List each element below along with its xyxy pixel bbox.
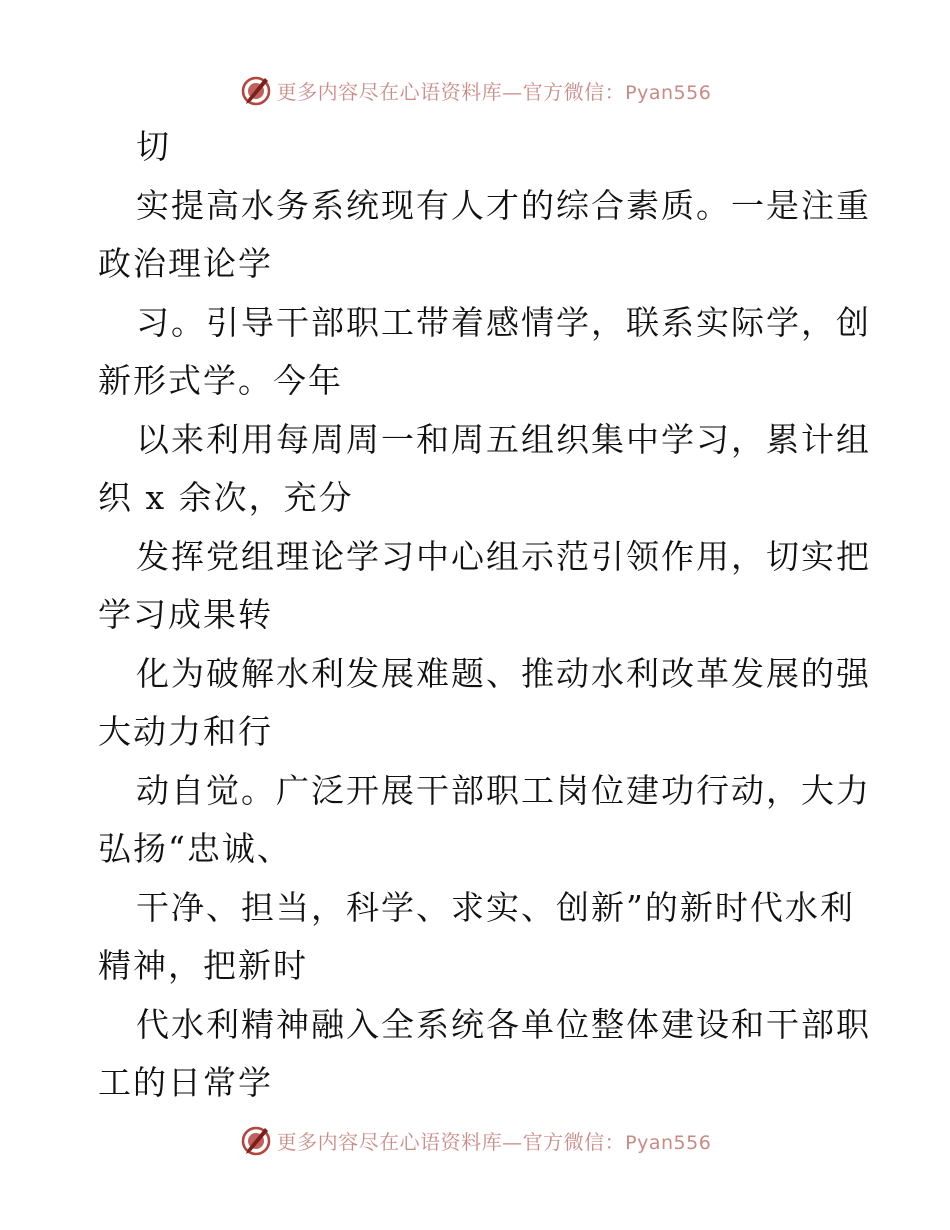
header-watermark	[0, 70, 950, 110]
watermark-brand: 更多内容尽在心语资料库	[276, 79, 503, 104]
watermark-text	[277, 76, 712, 105]
body-line: 切	[136, 127, 171, 166]
body-line: 大动力和行	[98, 712, 273, 751]
pen-seal-icon	[239, 1123, 273, 1157]
footer-watermark	[0, 1120, 950, 1160]
body-line: 干净、担当，科学、求实、创新”的新时代水利	[136, 887, 855, 927]
watermark-separator: —	[502, 1129, 523, 1154]
body-line: 新形式学。今年	[98, 361, 343, 400]
pen-seal-icon	[239, 73, 273, 107]
body-line: 精神，把新时	[98, 946, 308, 985]
watermark-separator: —	[502, 79, 523, 104]
body-line: 政治理论学	[98, 244, 273, 283]
body-line: 以来利用每周周一和周五组织集中学习，累计组	[136, 419, 871, 459]
body-line: 织 x 余次，充分	[98, 478, 354, 517]
body-line: 实提高水务系统现有人才的综合素质。一是注重	[136, 185, 871, 225]
body-line: 学习成果转	[98, 595, 273, 634]
body-line: 工的日常学	[98, 1063, 273, 1102]
watermark-wechat-id: Pyan556	[625, 1131, 712, 1154]
body-line: 弘扬“忠诚、	[98, 829, 292, 868]
body-line: 代水利精神融入全系统各单位整体建设和干部职	[136, 1004, 871, 1044]
watermark-wechat-id: Pyan556	[625, 81, 712, 104]
body-line: 化为破解水利发展难题、推动水利改革发展的强	[136, 653, 871, 693]
body-line: 动自觉。广泛开展干部职工岗位建功行动，大力	[136, 770, 871, 810]
document-body	[98, 118, 871, 1113]
body-line: 习。引导干部职工带着感情学，联系实际学，创	[136, 302, 871, 342]
body-line: 发挥党组理论学习中心组示范引领作用，切实把	[136, 536, 871, 576]
watermark-wechat-label: 官方微信：	[522, 1129, 626, 1154]
watermark-wechat-label: 官方微信：	[522, 79, 626, 104]
watermark-brand: 更多内容尽在心语资料库	[276, 1129, 503, 1154]
watermark-text	[277, 1126, 712, 1155]
